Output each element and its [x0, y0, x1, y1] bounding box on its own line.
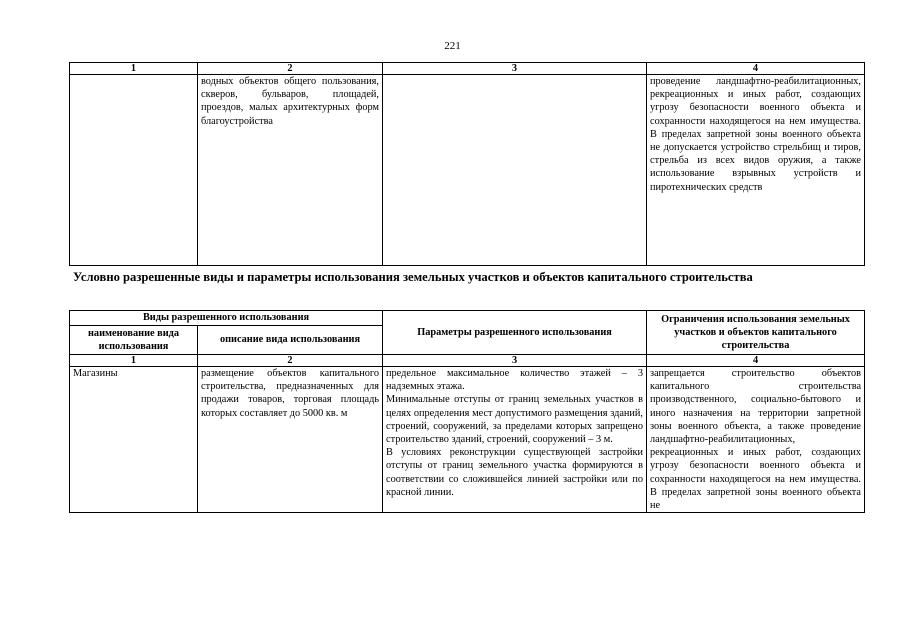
- header-row: [70, 311, 865, 326]
- restrictions-cell: запрещается строительство объектов капитального строительства производственного, социально-бытового и иного назначения на территории запретной зоны военного объекта, а также проведение ландшафтно-реабилитационных, рекреационных и иных работ, создающих угрозу безопасности военного объекта и сохранности находящегося на нем имущества. В пределах запретной зоны военного объекта не: [647, 367, 865, 513]
- column-number-row: [70, 63, 865, 75]
- page-number: 221: [444, 40, 461, 52]
- column-number: 3: [383, 355, 647, 367]
- continued-table: [69, 62, 865, 266]
- conditional-use-table: [69, 310, 865, 513]
- description-cell: размещение объектов капитального строительства, предназначенных для продажи товаров, торговая площадь которых составляет до 5000 кв. м: [198, 367, 383, 513]
- params-paragraph: В условиях реконструкции существующей застройки отступы от границ земельного участка формируются в соответствии со сложившейся линией застройки или по красной линии.: [386, 447, 644, 498]
- header-name: наименование вида использования: [70, 326, 198, 355]
- header-description: описание вида использования: [198, 326, 383, 355]
- params-paragraph: предельное максимальное количество этажей – 3 надземных этажа.: [386, 368, 644, 393]
- header-params: Параметры разрешенного использования: [383, 311, 647, 355]
- column-number: 4: [647, 355, 865, 367]
- restrictions-cell: проведение ландшафтно-реабилитационных, рекреационных и иных работ, создающих угрозу безопасности военного объекта и сохранности находящегося на нем имущества. В пределах запретной зоны военного объекта не допускается устройство стрельбищ и тиров, стрельба из всех видов оружия, а также использование взрывных устройств и пиротехнических средств: [647, 75, 865, 266]
- table-row: [70, 75, 865, 266]
- section-title: Условно разрешенные виды и параметры использования земельных участков и объектов капитального строительства: [73, 270, 753, 284]
- description-cell: водных объектов общего пользования, скверов, бульваров, площадей, проездов, малых архитектурных форм благоустройства: [198, 75, 383, 266]
- column-number: 3: [383, 63, 647, 75]
- header-group: Виды разрешенного использования: [70, 311, 383, 326]
- column-number: 4: [647, 63, 865, 75]
- column-number: 1: [70, 63, 198, 75]
- params-cell: [383, 367, 647, 513]
- name-cell: [70, 75, 198, 266]
- column-number: 2: [198, 355, 383, 367]
- params-paragraph: Минимальные отступы от границ земельных участков в целях определения мест допустимого размещения зданий, строений, сооружений, за пределами которых запрещено строительство зданий, строений, сооружений – 3 м.: [386, 394, 644, 446]
- params-cell: [383, 75, 647, 266]
- table-row: [70, 367, 865, 513]
- column-number-row: [70, 355, 865, 367]
- column-number: 1: [70, 355, 198, 367]
- name-cell: Магазины: [70, 367, 198, 513]
- header-restrictions: Ограничения использования земельных участков и объектов капитального строительства: [647, 311, 865, 355]
- column-number: 2: [198, 63, 383, 75]
